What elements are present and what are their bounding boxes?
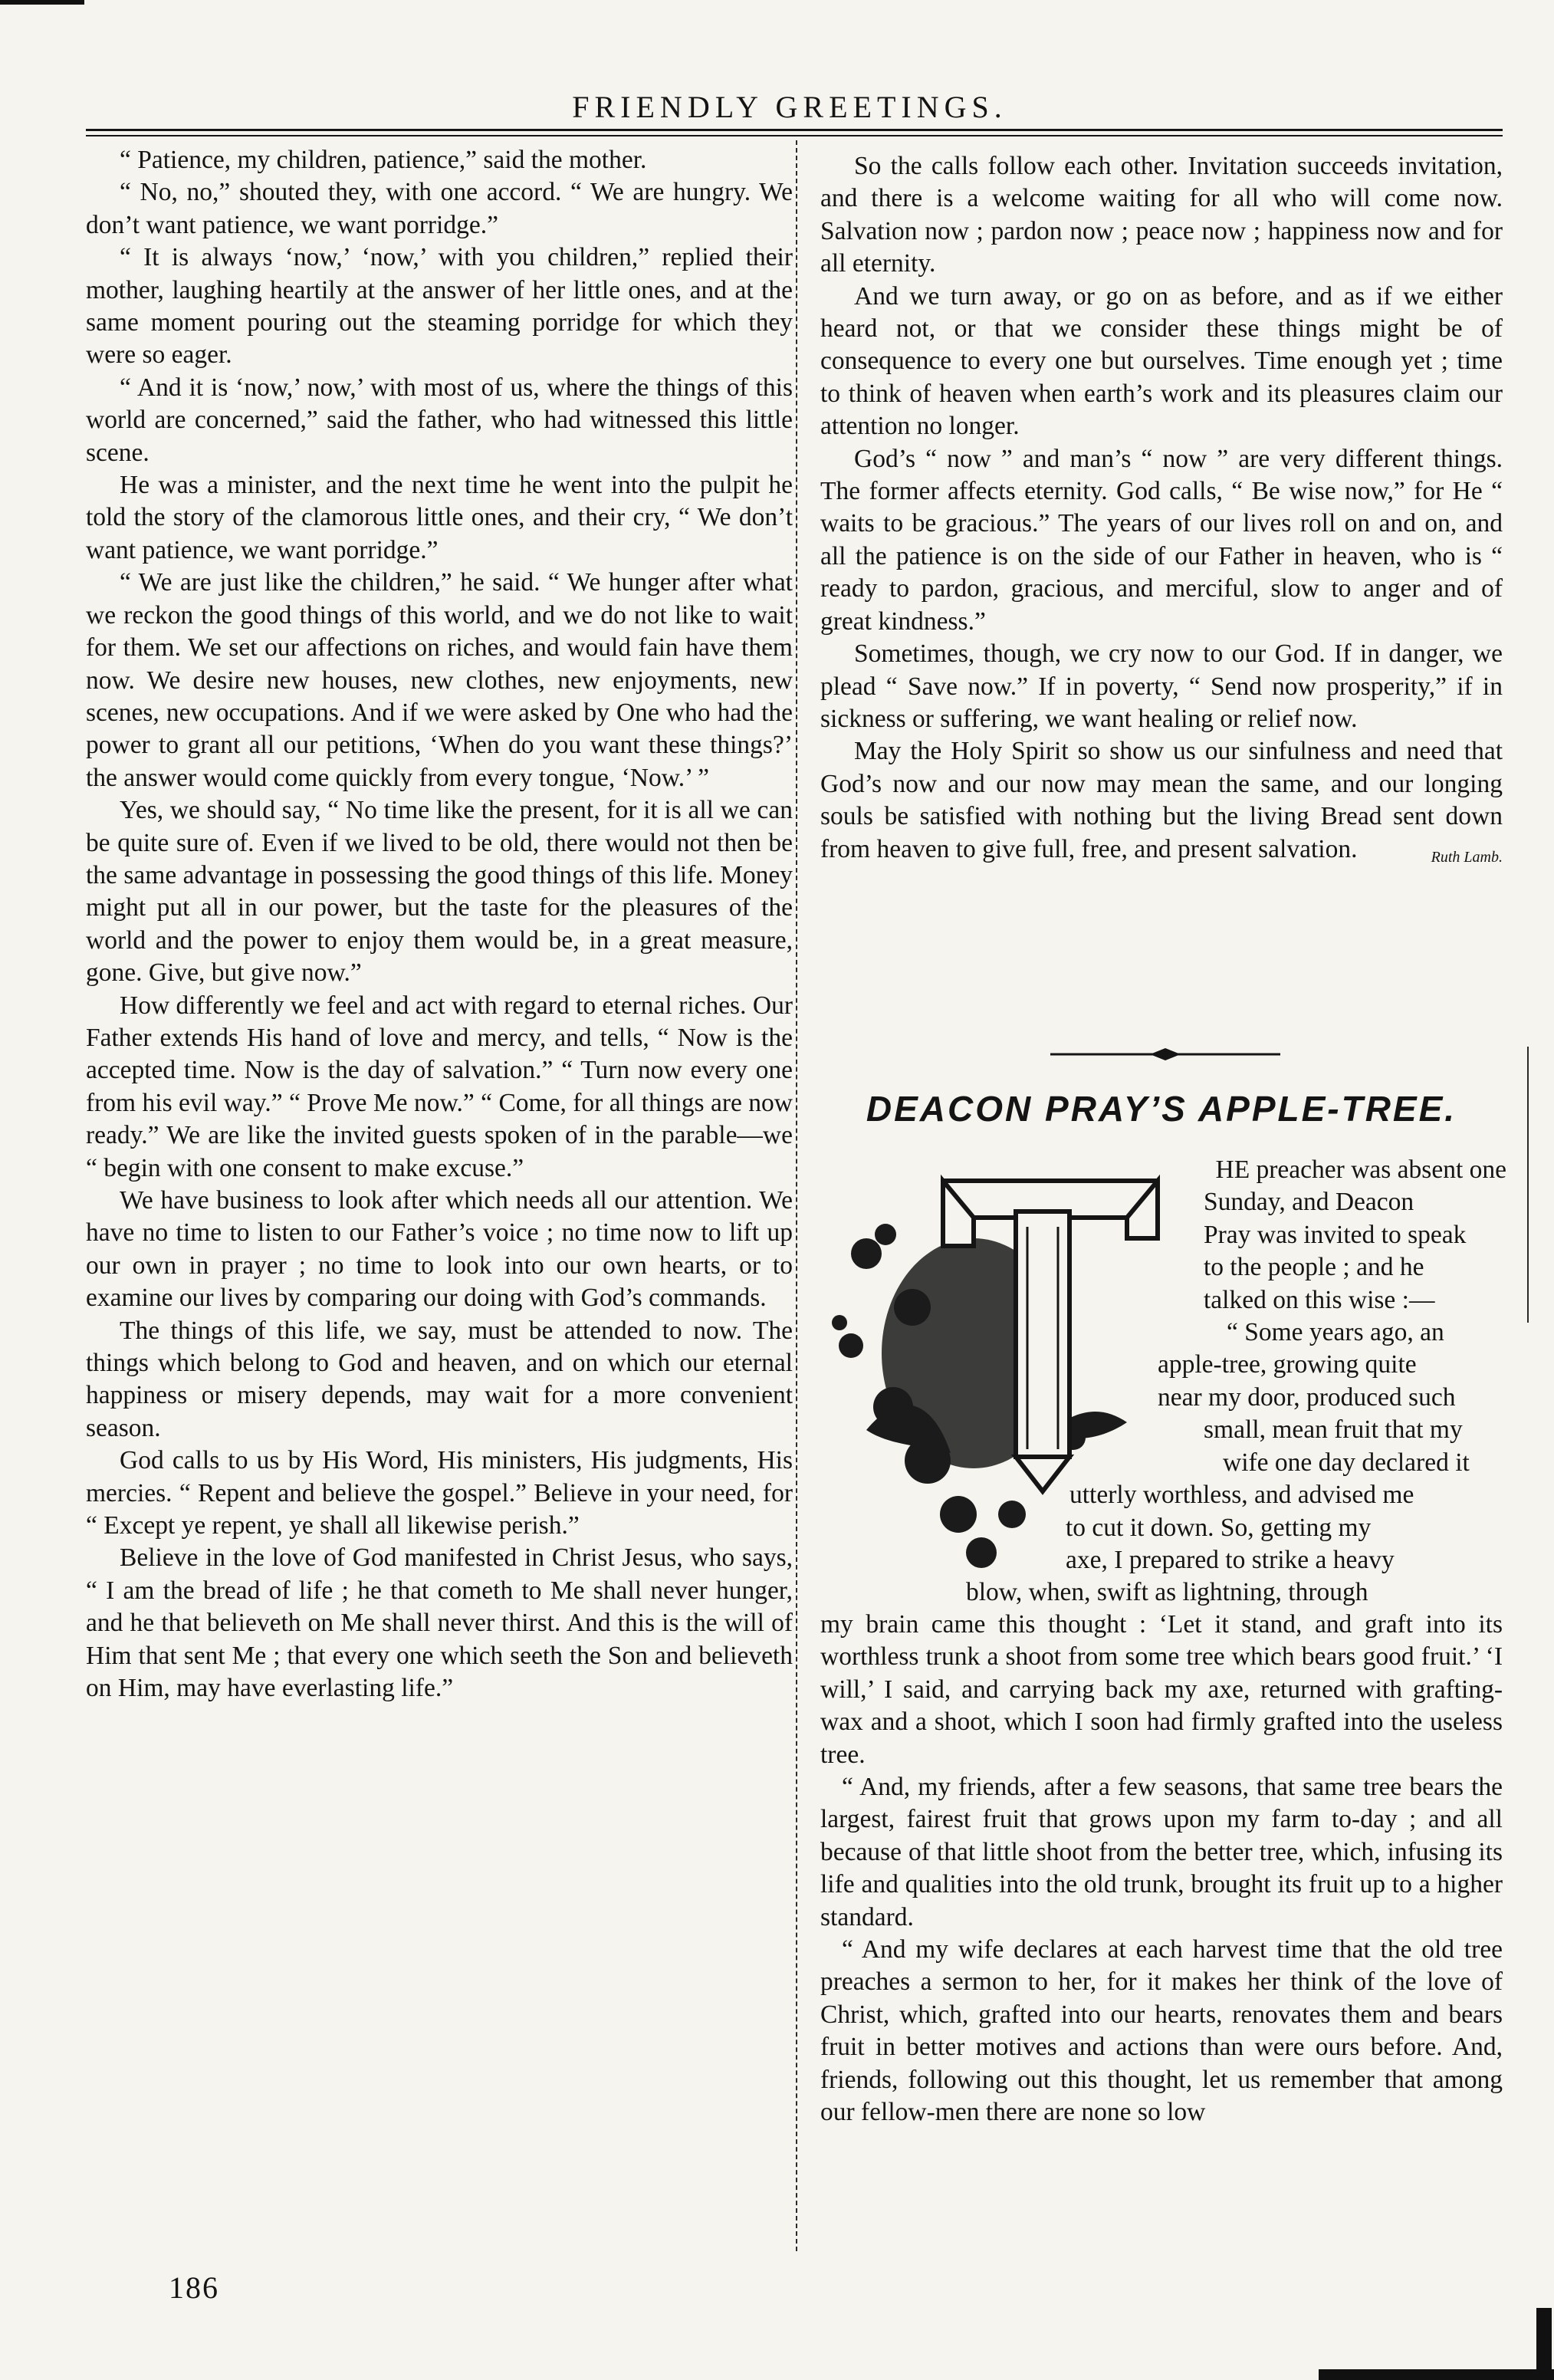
story-line: Sunday, and Deacon: [1204, 1188, 1414, 1217]
story-line: apple-tree, growing quite: [1158, 1350, 1417, 1379]
author-signature: Ruth Lamb.: [1431, 848, 1503, 866]
story-line: to the people ; and he: [1204, 1253, 1424, 1282]
header-rule-top: [86, 129, 1503, 131]
right-column-top: [820, 150, 1503, 873]
page-edge-mark: [1319, 2369, 1554, 2380]
paragraph: God’s “ now ” and man’s “ now ” are very different things. The former affects eternity. God calls, “ Be wise now,” for He “ waits to be gracious.” The years of our lives roll on and on, and all the patience is on the side of our Father in heaven, who is “ ready to pardon, gracious, and merciful, slow to anger and of great kindness.”: [820, 444, 1503, 636]
story-line: axe, I prepared to strike a heavy: [1066, 1546, 1395, 1575]
story-beside-initial-lower: [966, 1382, 1506, 1609]
header-rule-bottom: [86, 135, 1503, 136]
paragraph: “ It is always ‘now,’ ‘now,’ with you children,” replied their mother, laughing heartily at the answer of her little ones, and at the same moment pouring out the steaming porridge for which they were so eager.: [86, 243, 793, 370]
paragraph: Believe in the love of God manifested in Christ Jesus, who says, “ I am the bread of life ; he that cometh to Me shall never hunger, and he that believeth on Me shall never thirst. And this is the will of Him that sent Me ; that every one which seeth the Son and believeth on Him, may have everlasting life.”: [86, 1543, 793, 1703]
paragraph: How differently we feel and act with regard to eternal riches. Our Father extends His hand of love and mercy, and tells, “ Now is the accepted time. Now is the day of salvation.” “ Turn now every one from his evil way.” “ Prove Me now.” “ Come, for all things are now ready.” We are like the invited guests spoken of in the parable—we “ begin with one consent to make excuse.”: [86, 991, 793, 1182]
story-body: [820, 1609, 1503, 2129]
paragraph: We have business to look after which needs all our attention. We have no time to listen to our Father’s voice ; no time now to lift up our own in prayer ; no time to look into our own hearts, or to examine our lives by comparing our doing with God’s commands.: [86, 1186, 793, 1313]
story-line: utterly worthless, and advised me: [1069, 1481, 1414, 1510]
paragraph: “ And my wife declares at each harvest time that the old tree preaches a sermon to her, for it makes her think of the love of Christ, which, grafted into our hearts, renovates them and bears fruit in better motives and actions than were ours before. And, friends, following out this thought, let us remember that among our fellow-men there are none so low: [820, 1935, 1503, 2127]
paragraph: So the calls follow each other. Invitation succeeds invitation, and there is a welcome waiting for all who will come now. Salvation now ; pardon now ; peace now ; happiness now and for all eternity.: [820, 152, 1503, 278]
column-divider: [796, 140, 797, 2251]
paragraph: “ We are just like the children,” he said. “ We hunger after what we reckon the good things of this world, and we do not like to wait for them. We set our affections on riches, and would fain have them now. We desire new houses, new clothes, new enjoyments, new scenes, new occupations. And if we were asked by One who had the power to grant all our petitions, ‘When do you want these things?’ the answer would come quickly from every tongue, ‘Now.’ ”: [86, 568, 793, 792]
story-line: HE preacher was absent one: [1215, 1155, 1506, 1184]
page-edge-mark: [1536, 2308, 1552, 2369]
paragraph-text: May the Holy Spirit so show us our sinfulness and need that God’s now and our now may mean the same, and our longing souls be satisfied with nothing but the living Bread sent down from heaven to give full, free, and present salvation.: [820, 737, 1503, 863]
paragraph: Sometimes, though, we cry now to our God. If in danger, we plead “ Save now.” If in poverty, “ Send now prosperity,” if in sickness or suffering, we want healing or relief now.: [820, 639, 1503, 733]
paragraph: God calls to us by His Word, His ministers, His judgments, His mercies. “ Repent and believe the gospel.” Believe in your need, for “ Except ye repent, ye shall all likewise perish.”: [86, 1446, 793, 1540]
paragraph: He was a minister, and the next time he went into the pulpit he told the story of the clamorous little ones, and their cry, “ We don’t want patience, we want porridge.”: [86, 471, 793, 564]
paragraph: “ No, no,” shouted they, with one accord. “ We are hungry. We don’t want patience, we want porridge.”: [86, 178, 793, 239]
paragraph: my brain came this thought : ‘Let it stand, and graft into its worthless trunk a shoot from some tree which bears good fruit.’ ‘I will,’ I said, and carrying back my axe, returned with grafting-wax and a shoot, which I soon had firmly grafted into the useless tree.: [820, 1610, 1503, 1769]
story-beside-initial: [1158, 1154, 1506, 1382]
story-line: Pray was invited to speak: [1204, 1220, 1467, 1249]
page-number: 186: [169, 2270, 219, 2305]
paragraph: The things of this life, we say, must be attended to now. The things which belong to God and heaven, and on which our eternal happiness or misery depends, may wait for a more convenient season.: [86, 1316, 793, 1442]
paragraph: “ And, my friends, after a few seasons, that same tree bears the largest, fairest fruit that grows upon my farm to-day ; and all because of that little shoot from the better tree, which, infusing its life and qualities into the old trunk, brought its fruit up to a higher standard.: [820, 1773, 1503, 1931]
story-line: wife one day declared it: [1223, 1448, 1470, 1477]
story-line: blow, when, swift as lightning, through: [966, 1578, 1368, 1607]
paragraph: “ And it is ‘now,’ now,’ with most of us, where the things of this world are concerned,” said the father, who had witnessed this little scene.: [86, 373, 793, 467]
story-line: “ Some years ago, an: [1227, 1318, 1444, 1347]
paragraph: Yes, we should say, “ No time like the present, for it is all we can be quite sure of. Even if we lived to be old, there would not then be the same advantage in possessing the good things of this life. Money might put all in our power, but the taste for the pleasures of the world and the power to enjoy them would be, in a great measure, gone. Give, but give now.”: [86, 796, 793, 988]
left-column: [86, 144, 793, 1705]
story-line: to cut it down. So, getting my: [1066, 1513, 1372, 1542]
story-line: near my door, produced such: [1158, 1383, 1456, 1412]
ornament-divider: [1050, 1047, 1280, 1062]
story-line: talked on this wise :—: [1204, 1285, 1435, 1314]
paragraph: “ Patience, my children, patience,” said the mother.: [120, 146, 647, 174]
page-edge-mark: [0, 0, 84, 5]
story-title: DEACON PRAY’S APPLE-TREE.: [866, 1089, 1457, 1129]
story-line: small, mean fruit that my: [1204, 1415, 1463, 1445]
paragraph: And we turn away, or go on as before, and as if we either heard not, or that we consider these things might be of consequence to every one but ourselves. Time enough yet ; time to think of heaven when earth’s work and its pleasures claim our attention no longer.: [820, 281, 1503, 441]
story-border: [1527, 1047, 1529, 1323]
running-header: FRIENDLY GREETINGS.: [572, 90, 1007, 124]
paragraph: [820, 735, 1503, 866]
